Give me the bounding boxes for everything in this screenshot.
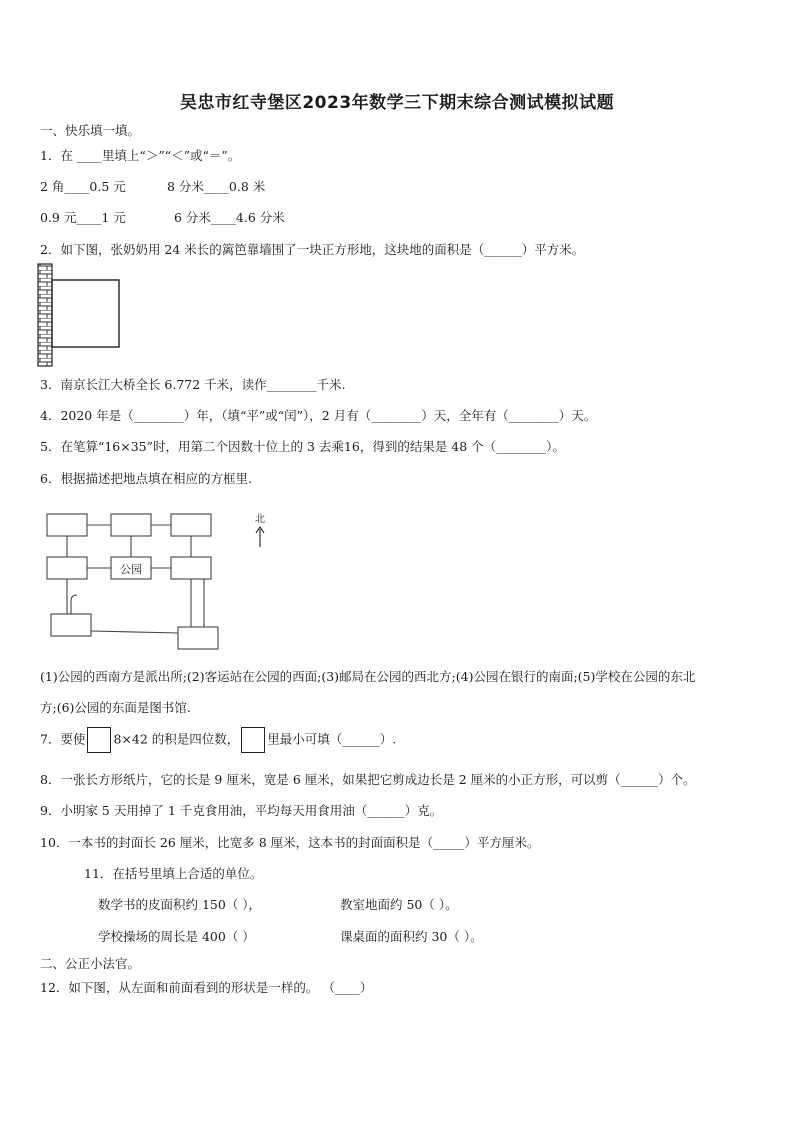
q11-item-b: 教室地面约 50（ ）。: [340, 897, 458, 912]
map-box-west: [47, 557, 87, 579]
question-11: 11．在括号里填上合适的单位。: [84, 866, 263, 881]
north-label: 北: [255, 514, 265, 525]
q11-item-a: 数学书的皮面积约 150（ ），: [98, 897, 262, 912]
q7-middle: 8×42 的积是四位数，: [113, 731, 240, 747]
q11-item-d: 课桌面的面积约 30（ ）。: [340, 929, 483, 944]
question-5: 5．在笔算“16×35”时，用第二个因数十位上的 3 去乘16，得到的结果是 48 个（________）。: [40, 439, 565, 454]
question-12: 12．如下图，从左面和前面看到的形状是一样的。 （____）: [40, 980, 373, 995]
park-label: 公园: [120, 563, 142, 576]
question-10: 10．一本书的封面长 26 厘米，比宽多 8 厘米，这本书的封面面积是（_____）平方厘米。: [40, 835, 540, 850]
question-7: [40, 727, 396, 753]
brick-wall: [38, 264, 52, 366]
q7-blank-box-1: [87, 727, 111, 753]
q11-item-c: 学校操场的周长是 400（ ）: [98, 929, 255, 944]
question-4: 4．2020 年是（________）年，（填“平”或“闰”），2 月有（________）天，全年有（________）天。: [40, 408, 597, 423]
q7-blank-box-2: [241, 727, 265, 753]
location-map-diagram: [44, 505, 284, 653]
q6-description-line-2: 方;(6)公园的东面是图书馆.: [40, 700, 191, 715]
north-arrow-icon: [256, 527, 264, 547]
q6-description-line-1: (1)公园的西南方是派出所;(2)客运站在公园的西面;(3)邮局在公园的西北方;(4)公园在银行的南面;(5)学校在公园的东北: [40, 669, 696, 684]
map-box-north: [111, 514, 151, 536]
map-box-northeast: [171, 514, 211, 536]
q7-prefix: 7．要使: [40, 731, 86, 747]
question-6: 6．根据描述把地点填在相应的方框里.: [40, 471, 252, 486]
q7-suffix: 里最小可填（______）.: [267, 731, 397, 747]
map-box-southeast: [178, 627, 218, 649]
square-fence: [52, 280, 119, 347]
map-box-southwest: [51, 614, 91, 636]
map-box-northwest: [47, 514, 87, 536]
q1-compare-1: 2 角____0.5 元: [40, 179, 126, 194]
q1-compare-4: 6 分米____4.6 分米: [174, 210, 285, 225]
question-2: 2．如下图，张奶奶用 24 米长的篱笆靠墙围了一块正方形地，这块地的面积是（______）平方米。: [40, 242, 585, 257]
q1-compare-2: 8 分米____0.8 米: [167, 179, 266, 194]
question-8: 8．一张长方形纸片，它的长是 9 厘米，宽是 6 厘米，如果把它剪成边长是 2 厘米的小正方形，可以剪（______）个。: [40, 772, 696, 787]
page-title: 吴忠市红寺堡区2023年数学三下期末综合测试模拟试题: [179, 93, 615, 113]
section-2-heading: 二、公正小法官。: [40, 956, 141, 971]
question-3: 3．南京长江大桥全长 6.772 千米，读作________千米.: [40, 377, 346, 392]
question-1: 1．在 ____里填上“＞”“＜”或“＝”。: [40, 148, 241, 163]
wall-fence-figure: [36, 262, 126, 368]
question-9: 9．小明家 5 天用掉了 1 千克食用油，平均每天用食用油（______）克。: [40, 803, 443, 818]
q1-compare-3: 0.9 元____1 元: [40, 210, 126, 225]
map-box-east: [171, 557, 211, 579]
section-1-heading: 一、快乐填一填。: [40, 123, 141, 138]
